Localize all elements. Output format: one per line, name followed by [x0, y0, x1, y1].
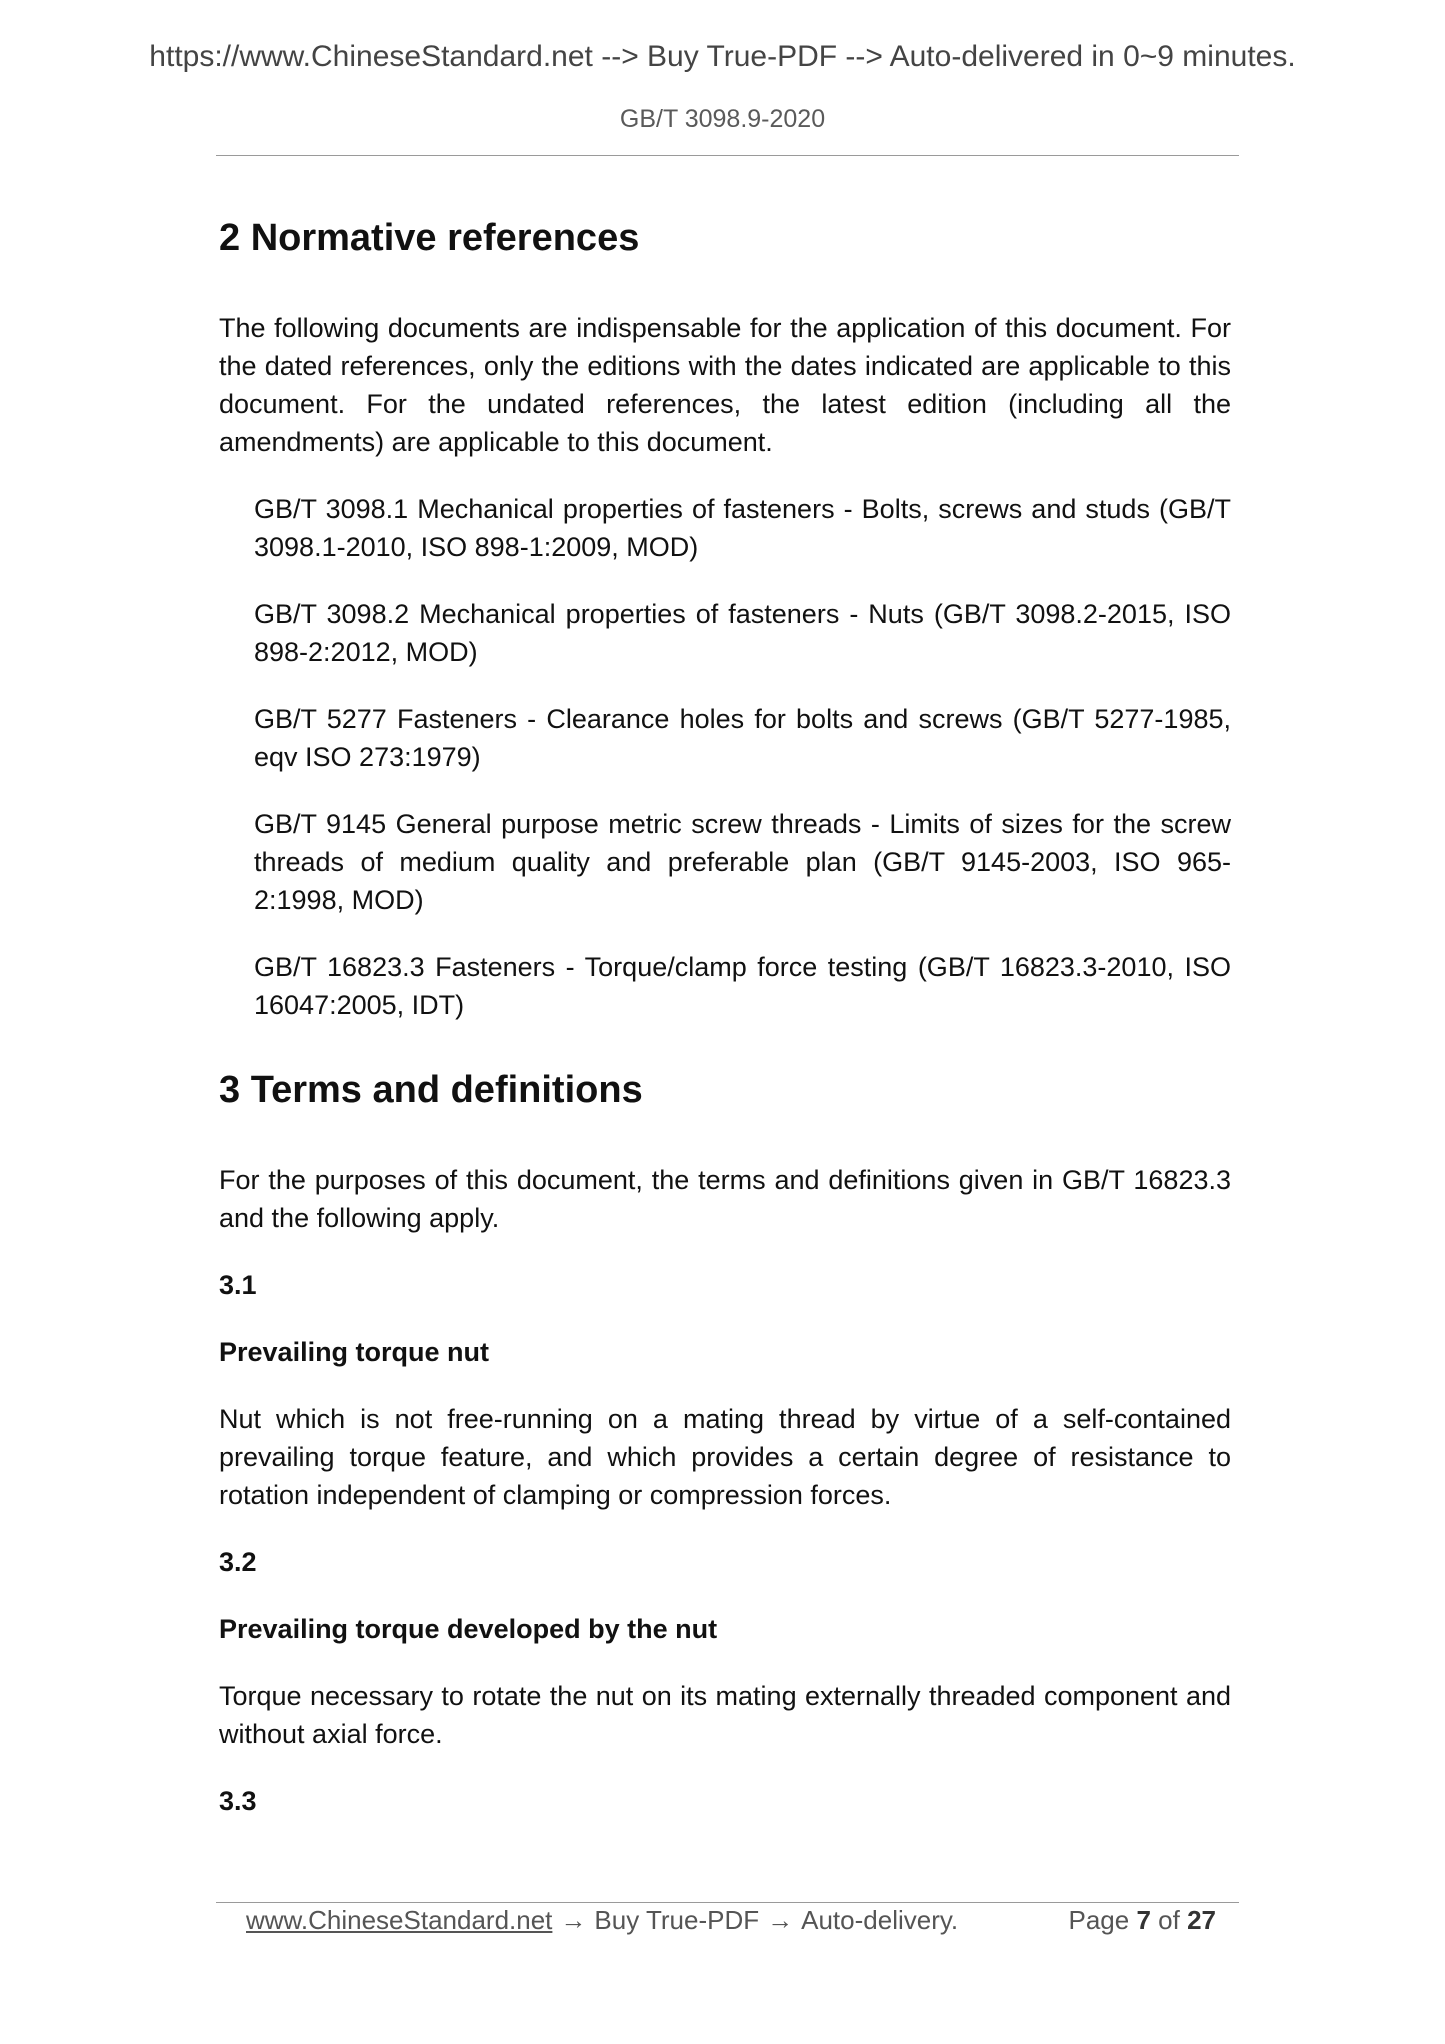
standard-id: GB/T 3098.9-2020: [619, 105, 826, 133]
page-content: [219, 212, 1231, 1820]
footer-buy-text: Buy True-PDF: [594, 1904, 760, 1935]
term-number: 3.1: [219, 1270, 257, 1300]
total-pages: 27: [1187, 1904, 1216, 1935]
reference-item: GB/T 3098.2 Mechanical properties of fasteners - Nuts (GB/T 3098.2-2015, ISO 898-2:2012, MOD): [254, 599, 1231, 667]
promo-banner: https://www.ChineseStandard.net --> Buy True-PDF --> Auto-delivered in 0~9 minutes.: [149, 40, 1296, 73]
section-2-intro: The following documents are indispensable for the application of this document. For the dated references, only the editions with the dates indicated are applicable to this document. For the undated references, the latest edition (including all the amendments) are applicable to this document.: [219, 313, 1231, 457]
page-label: Page: [1068, 1904, 1130, 1935]
header-divider: [216, 155, 1239, 156]
reference-item: GB/T 5277 Fasteners - Clearance holes for bolts and screws (GB/T 5277-1985, eqv ISO 273:1979): [254, 704, 1231, 772]
current-page: 7: [1136, 1904, 1151, 1935]
section-2-heading: 2 Normative references: [219, 217, 640, 259]
reference-item: GB/T 16823.3 Fasteners - Torque/clamp force testing (GB/T 16823.3-2010, ISO 16047:2005, IDT): [254, 952, 1231, 1020]
reference-item: GB/T 3098.1 Mechanical properties of fasteners - Bolts, screws and studs (GB/T 3098.1-2010, ISO 898-1:2009, MOD): [254, 494, 1231, 562]
term-definition: Nut which is not free-running on a mating thread by virtue of a self-contained prevailing torque feature, and which provides a certain degree of resistance to rotation independent of clamping or compression forces.: [219, 1404, 1231, 1510]
of-label: of: [1158, 1904, 1180, 1935]
term-name: Prevailing torque nut: [219, 1337, 490, 1367]
reference-item: GB/T 9145 General purpose metric screw threads - Limits of sizes for the screw threads of medium quality and preferable plan (GB/T 9145-2003, ISO 965-2:1998, MOD): [254, 809, 1231, 915]
footer-delivery-text: Auto-delivery.: [801, 1904, 959, 1935]
arrow-right-icon: →: [560, 1904, 587, 1935]
section-3-heading: 3 Terms and definitions: [219, 1069, 643, 1111]
footer-site-link[interactable]: www.ChineseStandard.net: [246, 1904, 553, 1935]
page-footer: [246, 1900, 1216, 1940]
term-definition: Torque necessary to rotate the nut on its mating externally threaded component and without axial force.: [219, 1681, 1231, 1749]
term-number: 3.3: [219, 1786, 257, 1816]
term-number: 3.2: [219, 1547, 257, 1577]
term-name: Prevailing torque developed by the nut: [219, 1614, 718, 1644]
section-3-intro: For the purposes of this document, the terms and definitions given in GB/T 16823.3 and the following apply.: [219, 1165, 1231, 1233]
arrow-right-icon: →: [767, 1904, 794, 1935]
page-indicator: [1068, 1905, 1216, 1936]
